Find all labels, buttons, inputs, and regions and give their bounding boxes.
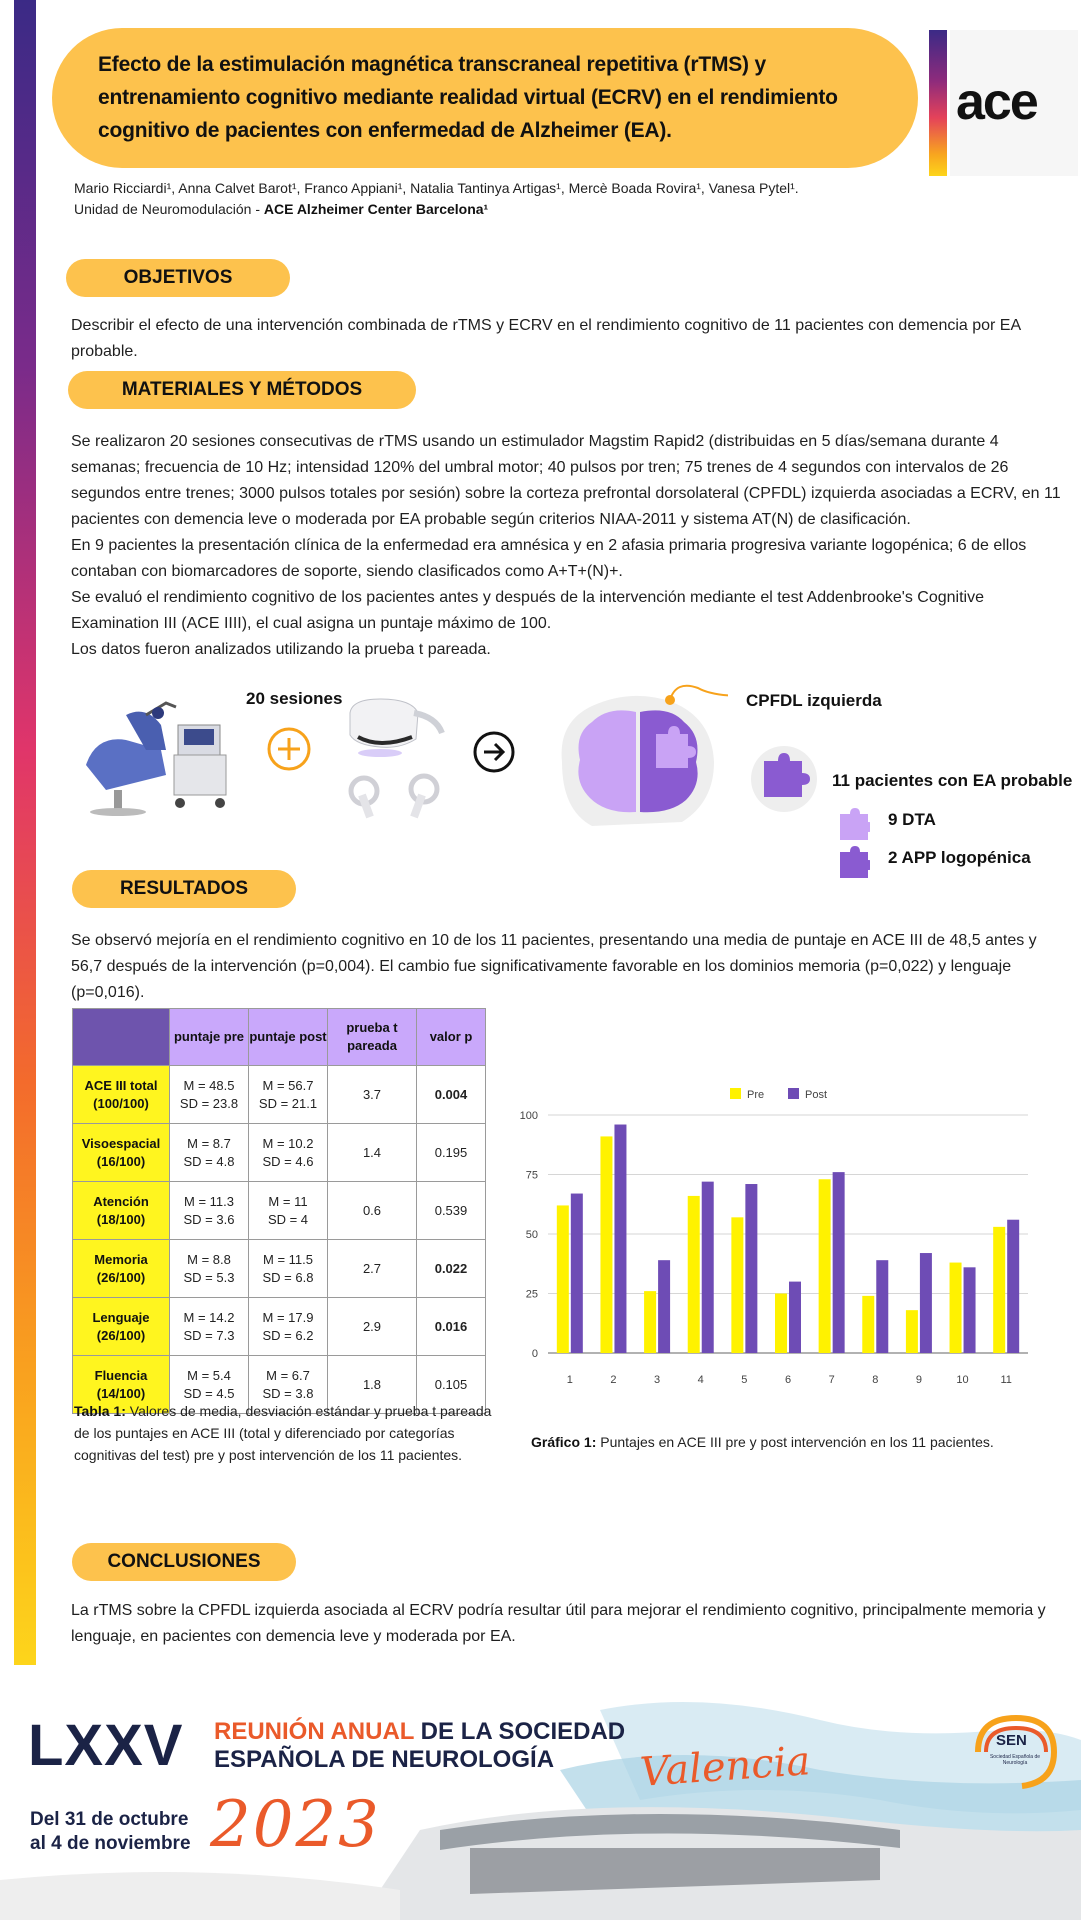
app-label: 2 APP logopénica [888, 848, 1031, 867]
conclusiones-text: La rTMS sobre la CPFDL izquierda asociada al ECRV podría resultar útil para mejorar el rendimiento cognitivo, principalmente memoria y lenguaje, en pacientes con demencia leve y moderada por EA. [71, 1602, 1046, 1645]
author-list: Mario Ricciardi¹, Anna Calvet Barot¹, Franco Appiani¹, Natalia Tantinya Artigas¹, Mercè Boada Rovira¹, Vanesa Pytel¹. [74, 180, 799, 196]
bar-pre [775, 1294, 787, 1354]
bar-post [833, 1172, 845, 1353]
legend-swatch-post [788, 1088, 799, 1099]
cell-t: 2.7 [328, 1240, 417, 1298]
x-tick-label: 2 [610, 1374, 617, 1386]
x-tick-label: 3 [654, 1374, 661, 1386]
y-tick-label: 25 [525, 1288, 538, 1301]
resultados-text: Se observó mejoría en el rendimiento cognitivo en 10 de los 11 pacientes, presentando una media de puntaje en ACE III de 48,5 antes y 56,7 después de la intervención (p=0,004). El cambio fue significativamente favorable en los dominios memoria (p=0,022) y lenguaje (p=0,016). [71, 932, 1037, 1001]
cell-post-line: SD = 3.8 [262, 1385, 314, 1401]
cell-post [249, 1182, 328, 1240]
cell-post-line: M = 10.2 [262, 1135, 314, 1151]
congress-name [214, 1718, 625, 1774]
cell-pre-line: SD = 7.3 [183, 1327, 235, 1343]
cell-post-line: M = 6.7 [266, 1367, 310, 1383]
cell-p: 0.539 [417, 1182, 486, 1240]
cell-t: 0.6 [328, 1182, 417, 1240]
sen-logo-text: SEN [996, 1732, 1027, 1749]
row-label: Fluencia (14/100) [73, 1356, 170, 1414]
left-gradient-bar [14, 0, 36, 1665]
table-row [73, 1124, 486, 1182]
bar-pre [557, 1205, 569, 1353]
bar-pre [906, 1310, 918, 1353]
bar-post [789, 1282, 801, 1353]
header-post: puntaje post [249, 1009, 328, 1066]
affiliation [74, 199, 799, 220]
bar-post [876, 1260, 888, 1353]
table-caption-text: Valores de media, desviación estándar y prueba t pareada de los puntajes en ACE III (total y diferenciado por categorías cognitivas del test) pre y post intervención de los 11 pacientes. [74, 1403, 492, 1463]
table-row [73, 1182, 486, 1240]
metodos-paragraph-4: Los datos fueron analizados utilizando la prueba t pareada. [71, 641, 491, 658]
logo-gradient-bar [929, 30, 947, 176]
x-tick-label: 8 [872, 1374, 879, 1386]
congress-name-rest: DE LA SOCIEDAD [414, 1718, 626, 1745]
y-tick-label: 0 [531, 1348, 538, 1360]
patients-label: 11 pacientes con EA probable [832, 771, 1073, 790]
row-label: Lenguaje (26/100) [73, 1298, 170, 1356]
cell-pre [170, 1298, 249, 1356]
plus-circle-icon [266, 726, 312, 772]
cell-p: 0.195 [417, 1124, 486, 1182]
cell-pre-line: M = 14.2 [183, 1309, 235, 1325]
cell-t: 1.8 [328, 1356, 417, 1414]
table-corner [73, 1009, 170, 1066]
cell-pre-line: M = 11.3 [184, 1193, 234, 1209]
cell-post-line: SD = 21.1 [258, 1095, 318, 1111]
legend-label-pre: Pre [747, 1089, 765, 1101]
bar-post [920, 1253, 932, 1353]
cell-post [249, 1298, 328, 1356]
cell-post [249, 1124, 328, 1182]
cell-post-line: SD = 6.2 [262, 1327, 314, 1343]
cell-t: 3.7 [328, 1066, 417, 1124]
target-label: CPFDL izquierda [746, 691, 882, 710]
bar-post [658, 1260, 670, 1353]
bar-post [745, 1184, 757, 1353]
x-tick-label: 9 [915, 1374, 922, 1386]
cell-post-line: M = 11 [268, 1193, 308, 1209]
x-tick-label: 5 [741, 1374, 748, 1386]
chart-caption-label: Gráfico 1: [531, 1434, 597, 1450]
chart-caption-text: Puntajes en ACE III pre y post intervención en los 11 pacientes. [596, 1434, 994, 1450]
ace-logo: ace [956, 73, 1037, 131]
cell-pre-line: SD = 3.6 [183, 1211, 235, 1227]
sessions-label: 20 sesiones [246, 689, 343, 708]
cell-pre-line: SD = 23.8 [179, 1095, 239, 1111]
dta-label: 9 DTA [888, 810, 936, 829]
affiliation-center: ACE Alzheimer Center Barcelona¹ [263, 201, 489, 217]
title-banner [52, 28, 918, 168]
x-tick-label: 4 [697, 1374, 704, 1386]
congress-dates [30, 1808, 191, 1856]
cell-pre-line: SD = 5.3 [183, 1269, 235, 1285]
row-label: Visoespacial (16/100) [73, 1124, 170, 1182]
congress-name-highlight: REUNIÓN ANUAL [214, 1718, 415, 1745]
table-row [73, 1066, 486, 1124]
results-table [72, 1008, 486, 1414]
congress-number: LXXV [28, 1713, 184, 1778]
y-tick-label: 100 [519, 1110, 538, 1122]
row-label: Atención (18/100) [73, 1182, 170, 1240]
table-body [73, 1066, 486, 1414]
puzzle-light-icon [838, 808, 870, 840]
header-pre: puntaje pre [170, 1009, 249, 1066]
bar-pre [688, 1196, 700, 1353]
cell-post [249, 1240, 328, 1298]
cell-post [249, 1066, 328, 1124]
cell-post-line: M = 17.9 [262, 1309, 314, 1325]
puzzle-dark-icon [838, 846, 870, 878]
cell-p: 0.022 [417, 1240, 486, 1298]
section-objetivos: OBJETIVOS [66, 259, 290, 297]
table-row [73, 1240, 486, 1298]
brain-illustration [552, 682, 728, 832]
bar-pre [862, 1296, 874, 1353]
section-conclusiones: CONCLUSIONES [72, 1543, 296, 1581]
metodos-paragraph-1: Se realizaron 20 sesiones consecutivas de rTMS usando un estimulador Magstim Rapid2 (distribuidas en 5 días/semana durante 4 semanas; frecuencia de 10 Hz; intensidad 120% del umbral motor; 40 pulsos por tren; 75 trenes de 4 segundos con intervalos de 26 segundos entre trenes; 3000 pulsos totales por sesión) sobre la corteza prefrontal dorsolateral (CPFDL) izquierda asociadas a ECRV, en 11 pacientes con demencia leve o moderada por EA probable según criterios NIAA-2011 y sistema AT(N) de clasificación. [71, 433, 1061, 528]
section-metodos: MATERIALES Y MÉTODOS [68, 371, 416, 409]
x-tick-label: 10 [956, 1374, 969, 1386]
objetivos-text: Describir el efecto de una intervención combinada de rTMS y ECRV en el rendimiento cognitivo de 11 pacientes con demencia por EA probable. [71, 317, 1021, 360]
congress-dates-line1: Del 31 de octubre [30, 1809, 189, 1830]
congress-city: Valencia [638, 1738, 812, 1796]
cell-pre [170, 1066, 249, 1124]
tms-chair-illustration [66, 695, 242, 817]
congress-name-line2: ESPAÑOLA DE NEUROLOGÍA [214, 1746, 555, 1773]
cell-pre [170, 1182, 249, 1240]
author-block [74, 178, 799, 220]
cell-pre-line: M = 5.4 [187, 1367, 231, 1383]
metodos-paragraph-2: En 9 pacientes la presentación clínica de la enfermedad era amnésica y en 2 afasia primaria progresiva variante logopénica; 6 de ellos contaban con biomarcadores de soporte, siendo clasificados como A+T+(N)+. [71, 537, 1027, 580]
x-tick-label: 6 [784, 1374, 792, 1386]
metodos-paragraph-3: Se evaluó el rendimiento cognitivo de los pacientes antes y después de la intervención mediante el test Addenbrooke's Cognitive Examination III (ACE IIII), el cual asigna un puntaje máximo de 100. [71, 589, 984, 632]
arrow-right-icon [472, 730, 516, 774]
bar-post [571, 1194, 583, 1353]
cell-pre-line: M = 8.7 [187, 1135, 231, 1151]
cell-t: 2.9 [328, 1298, 417, 1356]
header-p: valor p [417, 1009, 486, 1066]
bar-post [964, 1267, 976, 1353]
cell-t: 1.4 [328, 1124, 417, 1182]
cell-pre-line: SD = 4.8 [183, 1153, 235, 1169]
legend-swatch-pre [730, 1088, 741, 1099]
puzzle-large-icon [750, 745, 818, 813]
congress-footer [0, 1680, 1081, 1920]
sen-logo-subtext: Sociedad Española de Neurología [989, 1754, 1041, 1766]
cell-post-line: SD = 4.6 [262, 1153, 314, 1169]
cell-post-line: SD = 4 [267, 1211, 309, 1227]
bar-pre [731, 1217, 743, 1353]
bar-pre [600, 1136, 612, 1353]
x-tick-label: 11 [1000, 1374, 1012, 1386]
table-caption-label: Tabla 1: [74, 1403, 126, 1419]
vr-headset-illustration [340, 695, 454, 821]
header-t: prueba t pareada [328, 1009, 417, 1066]
section-resultados: RESULTADOS [72, 870, 296, 908]
table-row [73, 1298, 486, 1356]
y-tick-label: 50 [525, 1229, 538, 1241]
legend-label-post: Post [805, 1089, 828, 1101]
cell-post-line: M = 56.7 [262, 1077, 314, 1093]
row-label: Memoria (26/100) [73, 1240, 170, 1298]
ace-bar-chart [508, 1075, 1038, 1395]
bar-pre [644, 1291, 656, 1353]
cell-pre [170, 1240, 249, 1298]
bar-pre [950, 1263, 962, 1353]
cell-p: 0.004 [417, 1066, 486, 1124]
cell-pre [170, 1124, 249, 1182]
bar-pre [993, 1227, 1005, 1353]
cell-pre-line: SD = 4.5 [183, 1385, 235, 1401]
sen-logo-icon [968, 1712, 1064, 1792]
y-tick-label: 75 [525, 1169, 538, 1182]
bar-post [1007, 1220, 1019, 1353]
chart-caption [531, 1431, 1051, 1453]
cell-post-line: M = 11.5 [263, 1251, 313, 1267]
table-caption [74, 1400, 494, 1466]
cell-p: 0.016 [417, 1298, 486, 1356]
congress-dates-line2: al 4 de noviembre [30, 1833, 191, 1854]
cell-p: 0.105 [417, 1356, 486, 1414]
cell-post-line: SD = 6.8 [262, 1269, 314, 1285]
congress-name-line1 [214, 1718, 625, 1746]
row-label: ACE III total (100/100) [73, 1066, 170, 1124]
bar-post [702, 1182, 714, 1353]
affiliation-unit: Unidad de Neuromodulación - [74, 201, 264, 217]
poster-title: Efecto de la estimulación magnética transcraneal repetitiva (rTMS) y entrenamiento cognitivo mediante realidad virtual (ECRV) en el rendimiento cognitivo de pacientes con enfermedad de Alzheimer (EA). [98, 53, 838, 142]
bar-pre [819, 1179, 831, 1353]
metodos-text [71, 429, 1069, 663]
cell-pre-line: M = 48.5 [183, 1077, 235, 1093]
x-tick-label: 1 [566, 1374, 573, 1386]
cell-pre-line: M = 8.8 [187, 1251, 231, 1267]
x-tick-label: 7 [828, 1374, 835, 1386]
congress-year: 2023 [210, 1788, 381, 1862]
bar-post [614, 1125, 626, 1353]
table-header-row [73, 1009, 486, 1066]
